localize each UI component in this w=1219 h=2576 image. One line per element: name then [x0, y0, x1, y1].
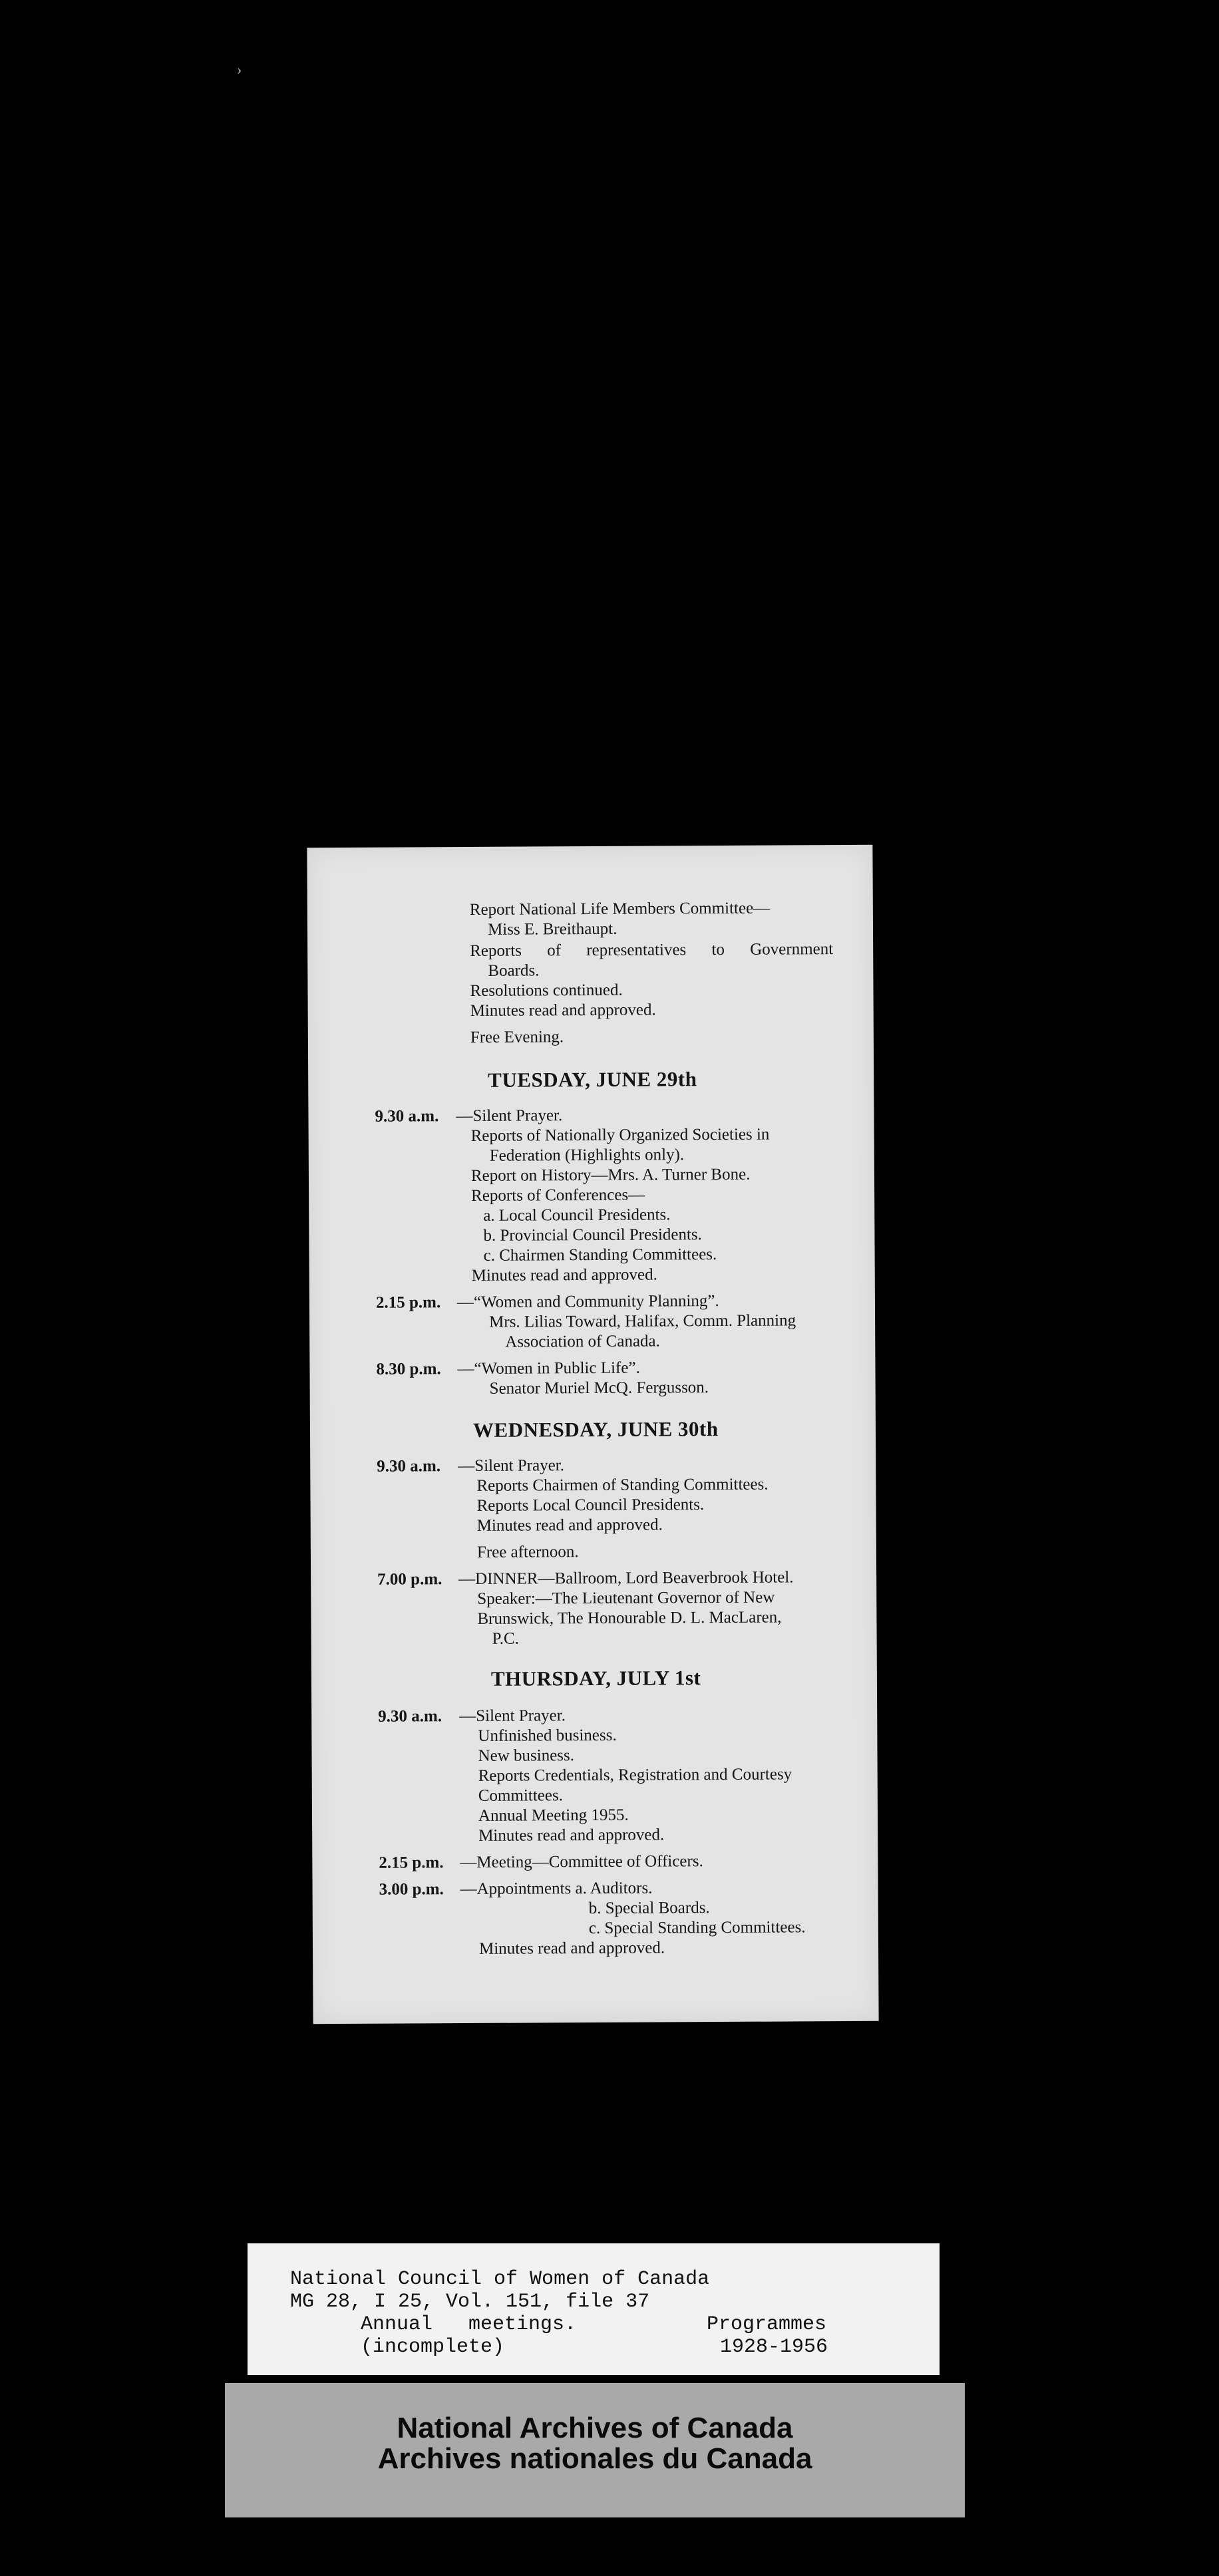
top-line: Reports of representatives to Government: [470, 940, 834, 960]
agenda-line: Association of Canada.: [505, 1332, 660, 1351]
agenda-line: —Meeting—Committee of Officers.: [460, 1852, 703, 1872]
agenda-line: —Silent Prayer.: [456, 1106, 563, 1126]
agenda-line: Committees.: [478, 1786, 563, 1805]
agenda-line: P.C.: [492, 1629, 519, 1648]
label-title: National Council of Women of Canada: [290, 2268, 710, 2291]
agenda-line: Reports of Nationally Organized Societies in: [470, 1125, 770, 1145]
agenda-line: Minutes read and approved.: [471, 1265, 657, 1285]
agenda-line: Free afternoon.: [476, 1543, 579, 1561]
archives-name-english: National Archives of Canada: [397, 2412, 793, 2444]
archival-label-card: [248, 2243, 940, 2375]
programme-sheet: [307, 845, 878, 2024]
agenda-line: —“Women in Public Life”.: [457, 1359, 640, 1378]
agenda-line: Reports of Conferences—: [471, 1186, 645, 1205]
day-heading-thursday: THURSDAY, JULY 1st: [490, 1666, 701, 1690]
agenda-line: Annual Meeting 1955.: [478, 1806, 629, 1825]
agenda-line: —Appointments a. Auditors.: [460, 1879, 653, 1899]
agenda-line: Federation (Highlights only).: [489, 1146, 685, 1165]
scan-speck: ›: [237, 61, 242, 78]
day-heading-wednesday: WEDNESDAY, JUNE 30th: [472, 1417, 719, 1442]
label-series: Annual meetings.: [361, 2313, 577, 2336]
top-line: Miss E. Breithaupt.: [487, 919, 617, 939]
top-line: Resolutions continued.: [470, 981, 623, 1000]
archives-name-french: Archives nationales du Canada: [377, 2442, 812, 2475]
agenda-line: b. Provincial Council Presidents.: [483, 1225, 702, 1245]
agenda-line: New business.: [478, 1746, 575, 1765]
agenda-line: Mrs. Lilias Toward, Halifax, Comm. Planning: [489, 1311, 796, 1331]
agenda-line: Minutes read and approved.: [478, 1826, 665, 1845]
label-reference: MG 28, I 25, Vol. 151, file 37: [290, 2291, 650, 2313]
day-heading-tuesday: TUESDAY, JUNE 29th: [488, 1067, 697, 1092]
session-time: 7.00 p.m.: [377, 1570, 442, 1589]
top-line: Boards.: [488, 961, 540, 980]
agenda-line: Reports Chairmen of Standing Committees.: [476, 1475, 769, 1495]
session-time: 9.30 a.m.: [378, 1707, 442, 1726]
agenda-line: Report on History—Mrs. A. Turner Bone.: [470, 1165, 751, 1185]
label-note: (incomplete): [361, 2336, 505, 2358]
agenda-line: Unfinished business.: [478, 1726, 617, 1745]
top-line: Free Evening.: [470, 1028, 564, 1046]
agenda-line: Brunswick, The Honourable D. L. MacLaren,: [477, 1608, 782, 1628]
session-time: 3.00 p.m.: [379, 1880, 444, 1899]
agenda-line: b. Special Boards.: [588, 1899, 710, 1918]
agenda-line: —“Women and Community Planning”.: [456, 1292, 719, 1312]
agenda-line: c. Special Standing Committees.: [588, 1918, 806, 1938]
agenda-line: —DINNER—Ballroom, Lord Beaverbrook Hotel.: [458, 1568, 794, 1589]
label-type: Programmes: [707, 2313, 827, 2336]
agenda-line: Minutes read and approved.: [478, 1939, 665, 1958]
session-time: 2.15 p.m.: [379, 1853, 444, 1872]
archives-banner: [225, 2383, 965, 2517]
agenda-line: Reports Credentials, Registration and Courtesy: [478, 1765, 792, 1785]
agenda-line: Minutes read and approved.: [476, 1516, 663, 1535]
top-line: Report National Life Members Committee—: [469, 899, 771, 919]
session-time: 9.30 a.m.: [377, 1457, 441, 1476]
label-date-range: 1928-1956: [720, 2336, 828, 2358]
session-time: 8.30 p.m.: [376, 1360, 441, 1378]
session-time: 2.15 p.m.: [375, 1293, 441, 1312]
agenda-line: c. Chairmen Standing Committees.: [483, 1245, 717, 1265]
agenda-line: —Silent Prayer.: [459, 1706, 566, 1726]
agenda-line: Senator Muriel McQ. Fergusson.: [489, 1378, 709, 1398]
agenda-line: Reports Local Council Presidents.: [476, 1496, 705, 1515]
agenda-line: a. Local Council Presidents.: [483, 1206, 671, 1225]
agenda-line: —Silent Prayer.: [458, 1456, 565, 1476]
top-line: Minutes read and approved.: [470, 1001, 656, 1020]
session-time: 9.30 a.m.: [375, 1107, 439, 1126]
agenda-line: Speaker:—The Lieutenant Governor of New: [477, 1588, 775, 1608]
